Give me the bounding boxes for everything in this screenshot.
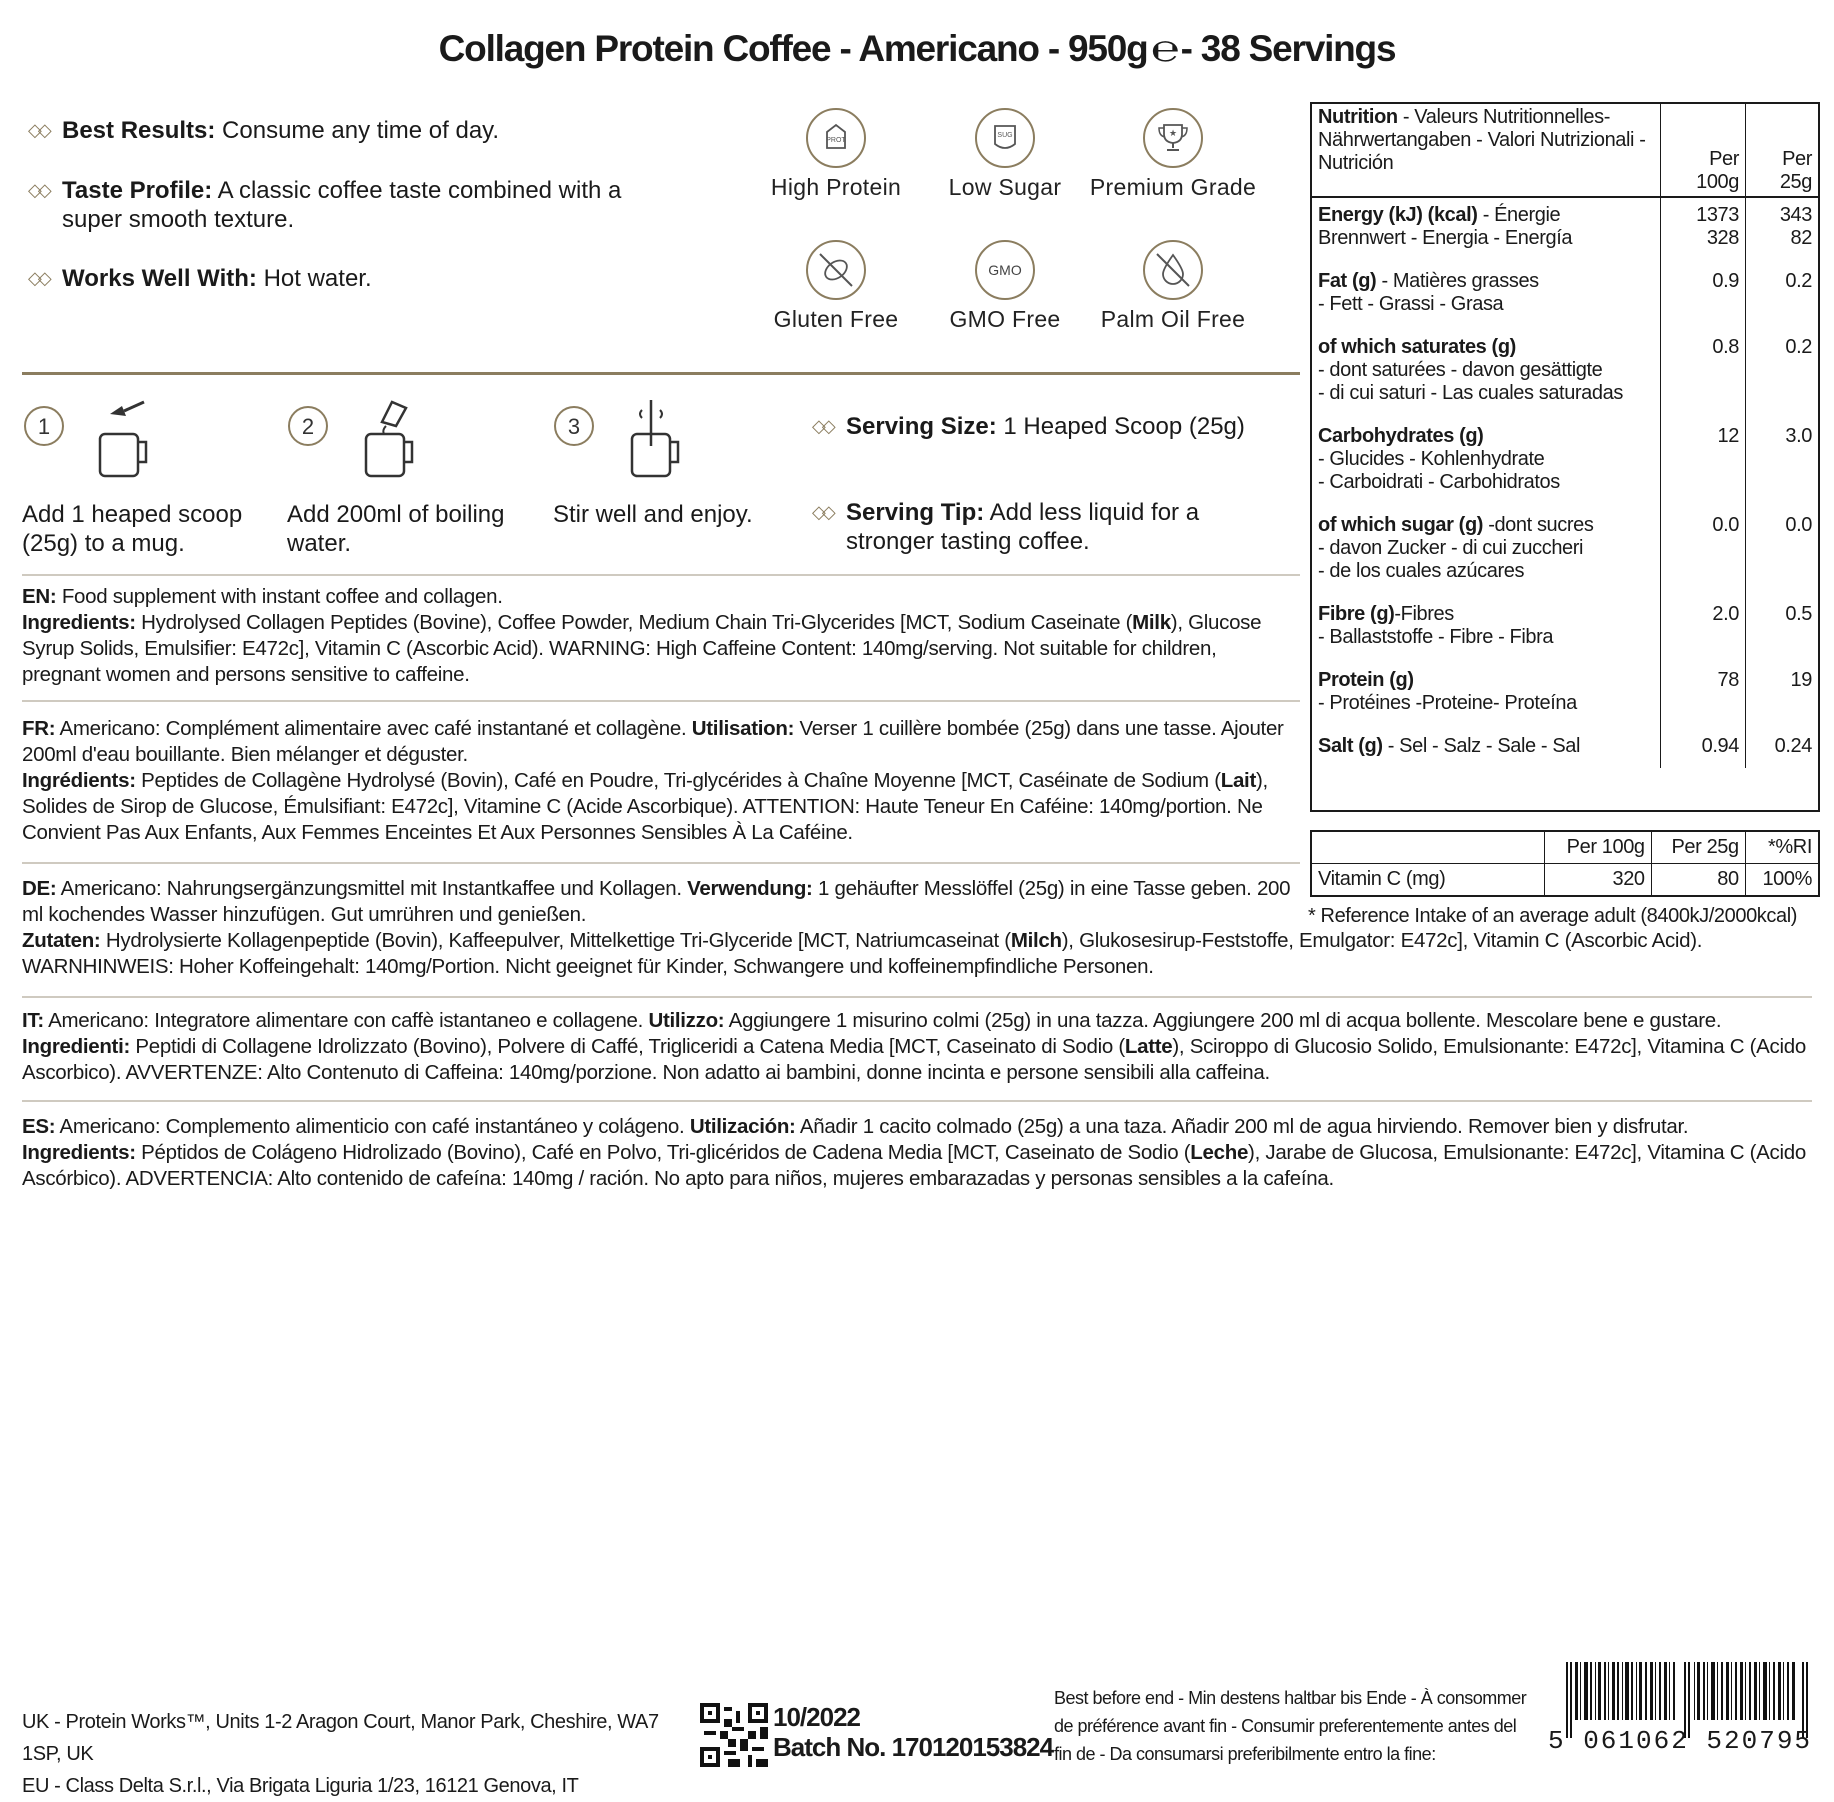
nutrient-row: of which saturates (g) - dont saturées - davon gesättigte - di cui saturi - Las cuales saturadas 0.8 0.2 — [1312, 318, 1818, 407]
nutrition-table — [1310, 102, 1820, 812]
col-per-100g: Per 100g — [1661, 104, 1746, 197]
svg-text:GMO: GMO — [988, 262, 1022, 278]
lang-block-fr: FR: Americano: Complément alimentaire avec café instantané et collagène. Utilisation: Verser 1 cuillère bombée (25g) dans une tasse. Ajouter 200ml d'eau bouillante. Bien mélanger et déguster. Ingrédients: Peptides de Collagène Hydrolysé (Bovin), Café en Poudre, Tri-glycérides à Chaîne Moyenne [MCT, Caséinate de Sodium (Lait), Solides de Sirop de Glucose, Émulsifiant: E472c], Vitamine C (Acide Ascorbique). ATTENTION: Haute Teneur En Caféine: 140mg/portion. Ne Convient Pas Aux Enfants, Aux Femmes Enceintes Et Aux Personnes Sensibles À La Caféine. — [22, 717, 1284, 844]
trophy-icon — [1143, 108, 1203, 168]
lang-block-de: DE: Americano: Nahrungsergänzungsmittel mit Instantkaffee und Kollagen. Verwendung: 1 gehäufter Messlöffel (25g) in eine Tasse geben. 200 ml kochendes Wasser hinzufügen. Gut umrühren und genießen. Zutaten: Hydrolysierte Kollagenpeptide (Bovin), Kaffeepulver, Mittelkettige Tri-Glyceride [MCT, Natriumcaseinat (Milch), Glukosesirup-Feststoffe, Emulgator: E472c], Vitamin C (Ascorbic Acid). WARNHINWEIS: Hoher Koffeingehalt: 140mg/Portion. Nicht geeignet für Kinder, Schwangere und koffeinempfindliche Personen. — [22, 877, 1703, 978]
svg-text:PROT: PROT — [826, 137, 846, 144]
nutrient-row: Protein (g) - Protéines -Proteine- Proteína 78 19 — [1312, 651, 1818, 717]
divider — [22, 996, 1812, 998]
step-3-text: Stir well and enjoy. — [553, 501, 753, 528]
batch-info: 10/2022 Batch No. 170120153824 — [773, 1702, 1054, 1762]
vitamin-table: Per 100g Per 25g *%RI Vitamin C (mg) 320 80 100% — [1310, 830, 1820, 897]
lang-block-en: EN: Food supplement with instant coffee and collagen. Ingredients: Hydrolysed Collagen Peptides (Bovine), Coffee Powder, Medium Chain Tri-Glycerides [MCT, Sodium Caseinate (Milk), Glucose Syrup Solids, Emulsifier: E472c], Vitamin C (Ascorbic Acid). WARNING: High Caffeine Content: 140mg/serving. Not suitable for children, pregnant women and persons sensitive to caffeine. — [22, 585, 1262, 686]
pour-mug-icon — [362, 396, 432, 486]
best-before-text: Best before end - Min destens haltbar bis Ende - À consommer de préférence avant fin - Consumir preferentemente antes del fin de - Da consumarsi preferibilmente entro la fine: — [1054, 1688, 1527, 1764]
col-per-25g: Per 25g — [1746, 104, 1819, 197]
diamond-bullet-icon: ◇◇ — [812, 416, 832, 436]
nutrient-row: Energy (kJ) (kcal) - Énergie Brennwert - Energia - Energía 1373 328 343 82 — [1312, 197, 1818, 252]
diamond-bullet-icon: ◇◇ — [28, 180, 48, 200]
diamond-bullet-icon: ◇◇ — [28, 268, 48, 288]
claim-palm-oil-free: Palm Oil Free — [1088, 240, 1258, 333]
claim-high-protein: PROT High Protein — [751, 108, 921, 201]
palm-oil-drop-icon — [1143, 240, 1203, 300]
claim-gluten-free: Gluten Free — [751, 240, 921, 333]
lang-block-es: ES: Americano: Complemento alimenticio con café instantáneo y colágeno. Utilización: Añadir 1 cacito colmado (25g) a una taza. Añadir 200 ml de agua hirviendo. Remover bien y disfrutar. Ingredients: Péptidos de Colágeno Hidrolizado (Bovino), Café en Polvo, Tri-glicéridos de Cadena Media [MCT, Caseinato de Sodio (Leche), Jarabe de Glucosa, Emulsionante: E472c], Vitamina C (Acido Ascórbico). ADVERTENCIA: Alto contenido de cafeína: 140mg / ración. No apto para niños, mujeres embarazadas y personas sensibles a la cafeína. — [22, 1115, 1806, 1190]
estimated-sign-icon: ℮ — [1150, 28, 1178, 69]
divider — [22, 862, 1300, 864]
diamond-bullet-icon: ◇◇ — [812, 502, 832, 522]
svg-text:SUG: SUG — [997, 132, 1013, 139]
vitamin-row: Vitamin C (mg) 320 80 100% — [1312, 864, 1818, 896]
bullet-taste-profile: ◇◇ Taste Profile: A classic coffee taste combined with a super smooth texture. — [28, 177, 622, 233]
step-2-text: Add 200ml of boiling water. — [287, 501, 505, 557]
divider — [22, 574, 1300, 576]
divider — [22, 700, 1300, 702]
nutrient-row: Salt (g) - Sel - Salz - Sale - Sal 0.94 0.24 — [1312, 717, 1818, 768]
page-title: Collagen Protein Coffee - Americano - 950g℮- 38 Servings — [438, 28, 1396, 69]
diamond-bullet-icon: ◇◇ — [28, 120, 48, 140]
step-number: 3 — [554, 406, 594, 446]
nutrient-row: Fat (g) - Matières grasses - Fett - Grassi - Grasa 0.9 0.2 — [1312, 252, 1818, 318]
gluten-free-icon — [806, 240, 866, 300]
step-number: 2 — [288, 406, 328, 446]
qr-code-icon — [700, 1703, 768, 1767]
svg-text:★: ★ — [1168, 128, 1178, 138]
prot-icon — [806, 108, 866, 168]
claim-premium-grade: ★ Premium Grade — [1088, 108, 1258, 201]
nutrition-header: Nutrition - Valeurs Nutritionnelles-Nährwertangaben - Valori Nutrizionali - Nutrición — [1318, 106, 1646, 174]
step-1-text: Add 1 heaped scoop (25g) to a mug. — [22, 501, 243, 557]
gmo-icon — [975, 240, 1035, 300]
bullet-works-well-with: ◇◇ Works Well With: Hot water. — [28, 265, 372, 292]
divider — [22, 1100, 1812, 1102]
claim-gmo-free: GMO GMO Free — [920, 240, 1090, 333]
scoop-mug-icon — [96, 396, 166, 486]
barcode-number: 5 061062 520795 — [1548, 1726, 1813, 1756]
nutrient-row: of which sugar (g) -dont sucres - davon Zucker - di cui zuccheri - de los cuales azúcares 0.0 0.0 — [1312, 496, 1818, 585]
serving-tip: ◇◇ Serving Tip: Add less liquid for a stronger tasting coffee. — [812, 499, 1200, 555]
nutrient-row: Carbohydrates (g) - Glucides - Kohlenhydrate - Carboidrati - Carbohidratos 12 3.0 — [1312, 407, 1818, 496]
address-block: UK - Protein Works™, Units 1-2 Aragon Court, Manor Park, Cheshire, WA7 1SP, UK EU - Class Delta S.r.l., Via Brigata Liguria 1/23, 16121 Genova, IT — [22, 1711, 659, 1797]
nutrient-row: Fibre (g)-Fibres - Ballaststoffe - Fibre - Fibra 2.0 0.5 — [1312, 585, 1818, 651]
claim-low-sugar: SUG Low Sugar — [920, 108, 1090, 201]
stir-mug-icon — [628, 396, 698, 486]
reference-intake-footnote: * Reference Intake of an average adult (8400kJ/2000kcal) — [1308, 905, 1798, 927]
sugar-icon — [975, 108, 1035, 168]
bullet-best-results: ◇◇ Best Results: Consume any time of day. — [28, 117, 500, 144]
divider — [22, 372, 1300, 375]
serving-size: ◇◇ Serving Size: 1 Heaped Scoop (25g) — [812, 413, 1245, 440]
step-number: 1 — [24, 406, 64, 446]
lang-block-it: IT: Americano: Integratore alimentare con caffè istantaneo e collagene. Utilizzo: Aggiungere 1 misurino colmi (25g) in una tazza. Aggiungere 200 ml di acqua bollente. Mescolare bene e gustare. Ingredienti: Peptidi di Collagene Idrolizzato (Bovino), Polvere di Caffé, Trigliceridi a Catena Media [MCT, Caseinato di Sodio (Latte), Sciroppo di Glucosio Solido, Emulsionante: E472c], Vitamina C (Acido Ascorbico). AVVERTENZE: Alto Contenuto di Caffeina: 140mg/porzione. Non adatto ai bambini, donne incinta e persone sensibili alla caffeina. — [22, 1009, 1806, 1084]
